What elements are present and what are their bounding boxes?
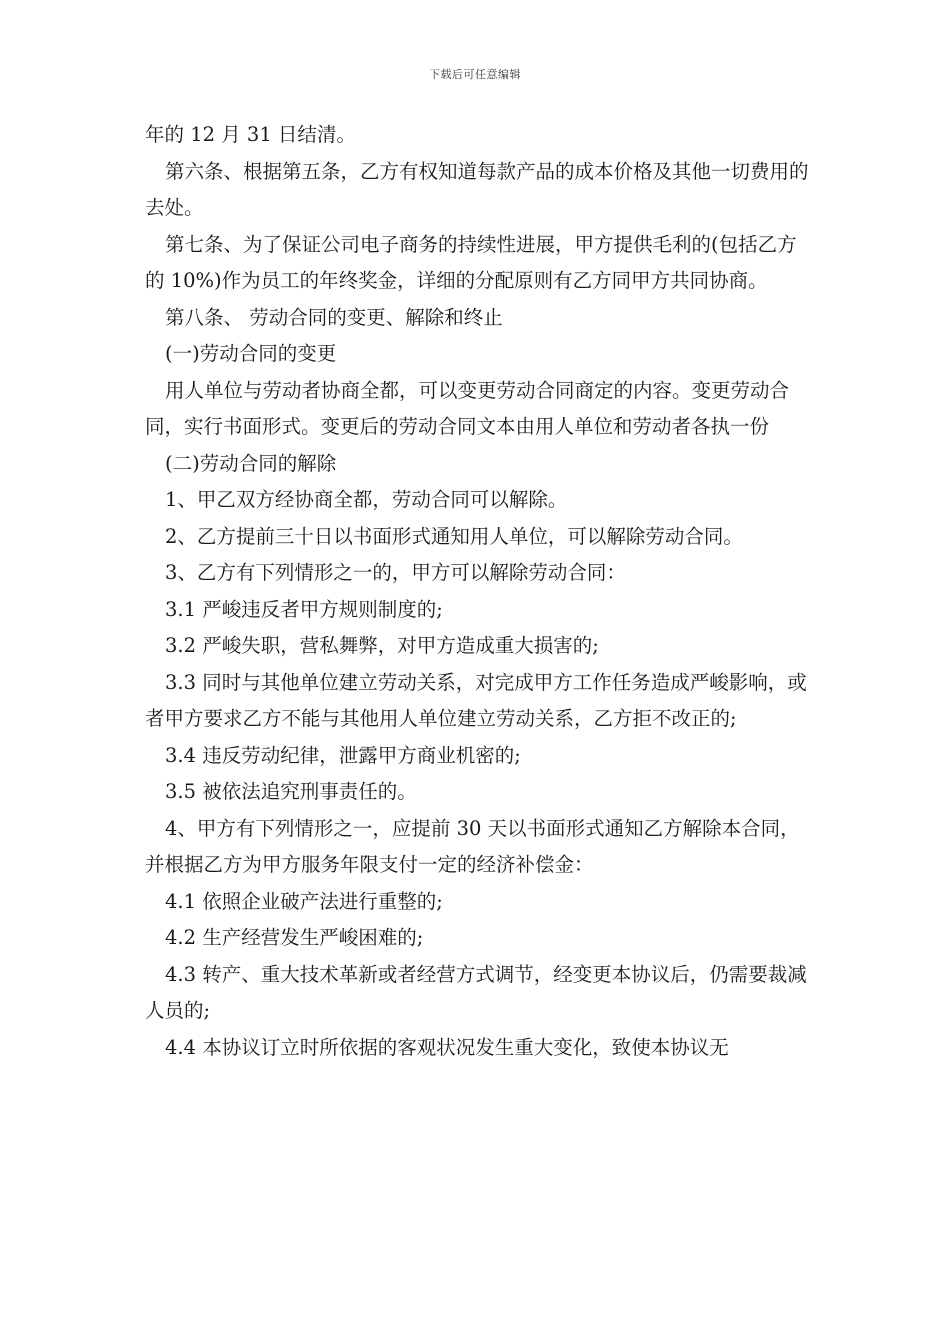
paragraph-item-4-2: 4.2 生产经营发生严峻困难的; <box>165 926 424 949</box>
paragraph-settlement: 年的 12 月 31 日结清。 <box>145 123 356 146</box>
paragraph-item-3-2: 3.2 严峻失职，营私舞弊，对甲方造成重大损害的; <box>165 634 599 657</box>
paragraph-item-3-5: 3.5 被依法追究刑事责任的。 <box>165 780 417 803</box>
paragraph-article-7: 第七条、为了保证公司电子商务的持续性进展，甲方提供毛利的(包括乙方的 10%)作为员工的年终奖金，详细的分配原则有乙方同甲方共同协商。 <box>145 232 797 292</box>
page-header-note: 下载后可任意编辑 <box>429 68 521 81</box>
paragraph-section-change: (一)劳动合同的变更 <box>165 342 337 365</box>
document-body <box>145 117 810 1066</box>
paragraph-item-3-3: 3.3 同时与其他单位建立劳动关系，对完成甲方工作任务造成严峻影响，或者甲方要求乙方不能与其他用人单位建立劳动关系，乙方拒不改正的; <box>145 670 807 730</box>
paragraph-item-2: 2、乙方提前三十日以书面形式通知用人单位，可以解除劳动合同。 <box>165 524 743 548</box>
paragraph-item-3-4: 3.4 违反劳动纪律，泄露甲方商业机密的; <box>165 743 521 767</box>
paragraph-item-3-1: 3.1 严峻违反者甲方规则制度的; <box>165 597 443 621</box>
paragraph-item-4-1: 4.1 依照企业破产法进行重整的; <box>165 889 443 913</box>
paragraph-item-4-4: 4.4 本协议订立时所依据的客观状况发生重大变化，致使本协议无 <box>165 1035 729 1059</box>
paragraph-article-8: 第八条、 劳动合同的变更、解除和终止 <box>165 305 503 329</box>
paragraph-item-3: 3、乙方有下列情形之一的，甲方可以解除劳动合同： <box>165 561 626 584</box>
paragraph-article-6: 第六条、根据第五条，乙方有权知道每款产品的成本价格及其他一切费用的去处。 <box>145 159 809 219</box>
paragraph-section-termination: (二)劳动合同的解除 <box>165 451 337 475</box>
paragraph-item-4: 4、甲方有下列情形之一，应提前 30 天以书面形式通知乙方解除本合同，并根据乙方为甲方服务年限支付一定的经济补偿金： <box>145 816 800 876</box>
paragraph-item-1: 1、甲乙双方经协商全都，劳动合同可以解除。 <box>165 488 568 511</box>
paragraph-change-content: 用人单位与劳动者协商全都，可以变更劳动合同商定的内容。变更劳动合同，实行书面形式。变更后的劳动合同文本由用人单位和劳动者各执一份 <box>145 378 790 438</box>
paragraph-item-4-3: 4.3 转产、重大技术革新或者经营方式调节，经变更本协议后，仍需要裁减人员的; <box>145 962 807 1022</box>
